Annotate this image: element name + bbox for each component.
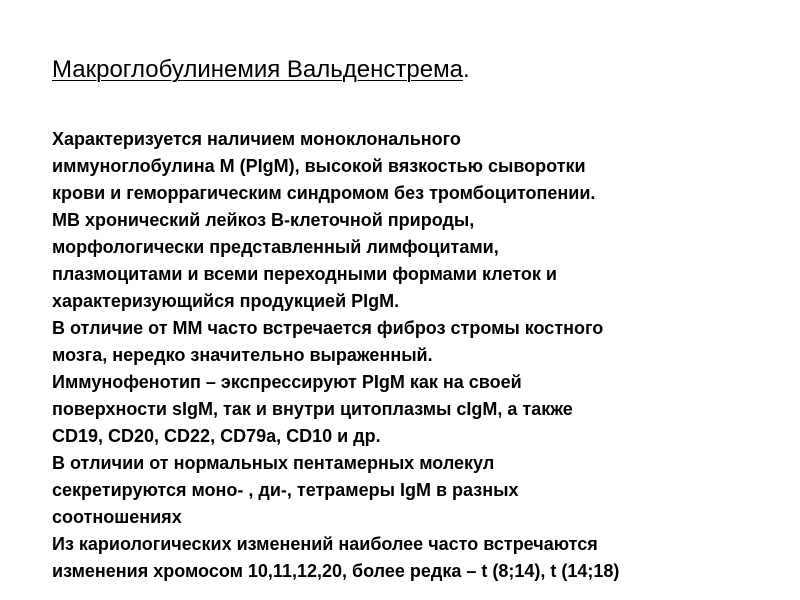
- body-line: морфологически представленный лимфоцитами,: [52, 237, 499, 257]
- body-line: В отличие от ММ часто встречается фиброз стромы костного: [52, 318, 604, 338]
- slide-title-text: Макроглобулинемия Вальденстрема: [52, 56, 463, 83]
- body-line: МВ хронический лейкоз В-клеточной природы,: [52, 210, 475, 230]
- body-line: изменения хромосом 10,11,12,20, более редка – t (8;14), t (14;18): [52, 561, 620, 581]
- body-line: В отличии от нормальных пентамерных молекул: [52, 453, 495, 473]
- body-line: CD19, CD20, CD22, CD79a, CD10 и др.: [52, 426, 381, 446]
- body-line: поверхности sIgM, так и внутри цитоплазмы cIgM, а также: [52, 399, 573, 419]
- body-line: мозга, нередко значительно выраженный.: [52, 345, 433, 365]
- body-line: Иммунофенотип – экспрессируют PIgM как на своей: [52, 372, 522, 392]
- body-line: секретируются моно- , ди-, тетрамеры IgM в разных: [52, 480, 519, 500]
- body-line: плазмоцитами и всеми переходными формами клеток и: [52, 264, 557, 284]
- body-line: крови и геморрагическим синдромом без тромбоцитопении.: [52, 183, 596, 203]
- slide-title: [52, 55, 470, 85]
- body-line: иммуноглобулина М (PIgM), высокой вязкостью сыворотки: [52, 156, 586, 176]
- body-line: Из кариологических изменений наиболее часто встречаются: [52, 534, 598, 554]
- slide-title-period: .: [462, 56, 470, 83]
- body-line: соотношениях: [52, 507, 182, 527]
- body-line: характеризующийся продукцией PIgM.: [52, 291, 400, 311]
- body-line: Характеризуется наличием моноклонального: [52, 129, 461, 149]
- slide-body: [52, 126, 792, 585]
